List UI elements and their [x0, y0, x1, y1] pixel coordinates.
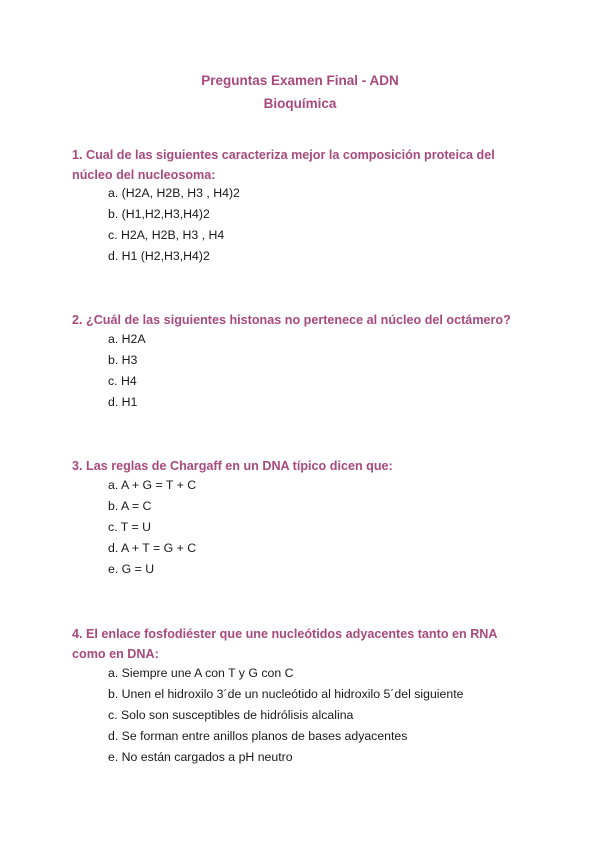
question-3: 3. Las reglas de Chargaff en un DNA típico dicen que:	[72, 459, 393, 473]
option: b. A = C	[108, 499, 152, 513]
option: c. T = U	[108, 520, 151, 534]
option: d. Se forman entre anillos planos de bases adyacentes	[108, 729, 408, 743]
option: c. H2A, H2B, H3 , H4	[108, 228, 225, 242]
option: a. (H2A, H2B, H3 , H4)2	[108, 186, 240, 200]
question-2-options	[108, 329, 146, 413]
option: c. H4	[108, 374, 137, 388]
option: b. H3	[108, 353, 138, 367]
option: e. No están cargados a pH neutro	[108, 750, 293, 764]
question-1: 1. Cual de las siguientes caracteriza mejor la composición proteica del núcleo del nucleosoma:	[72, 148, 495, 182]
document-title: Preguntas Examen Final - ADN	[201, 73, 399, 88]
question-4: 4. El enlace fosfodiéster que une nucleótidos adyacentes tanto en RNA como en DNA:	[72, 627, 498, 661]
option: d. A + T = G + C	[108, 541, 197, 555]
option: d. H1 (H2,H3,H4)2	[108, 249, 210, 263]
option: d. H1	[108, 395, 138, 409]
option: a. Siempre une A con T y G con C	[108, 666, 294, 680]
option: c. Solo son susceptibles de hidrólisis alcalina	[108, 708, 354, 722]
option: a. H2A	[108, 332, 146, 346]
question-4-options	[108, 663, 463, 768]
document-subtitle: Bioquímica	[263, 96, 337, 111]
option: b. (H1,H2,H3,H4)2	[108, 207, 210, 221]
question-1-options	[108, 183, 240, 267]
option: e. G = U	[108, 562, 155, 576]
question-2: 2. ¿Cuál de las siguientes histonas no pertenece al núcleo del octámero?	[72, 313, 511, 327]
option: a. A + G = T + C	[108, 478, 197, 492]
question-3-options	[108, 475, 196, 580]
option: b. Unen el hidroxilo 3´de un nucleótido al hidroxilo 5´del siguiente	[108, 687, 464, 701]
